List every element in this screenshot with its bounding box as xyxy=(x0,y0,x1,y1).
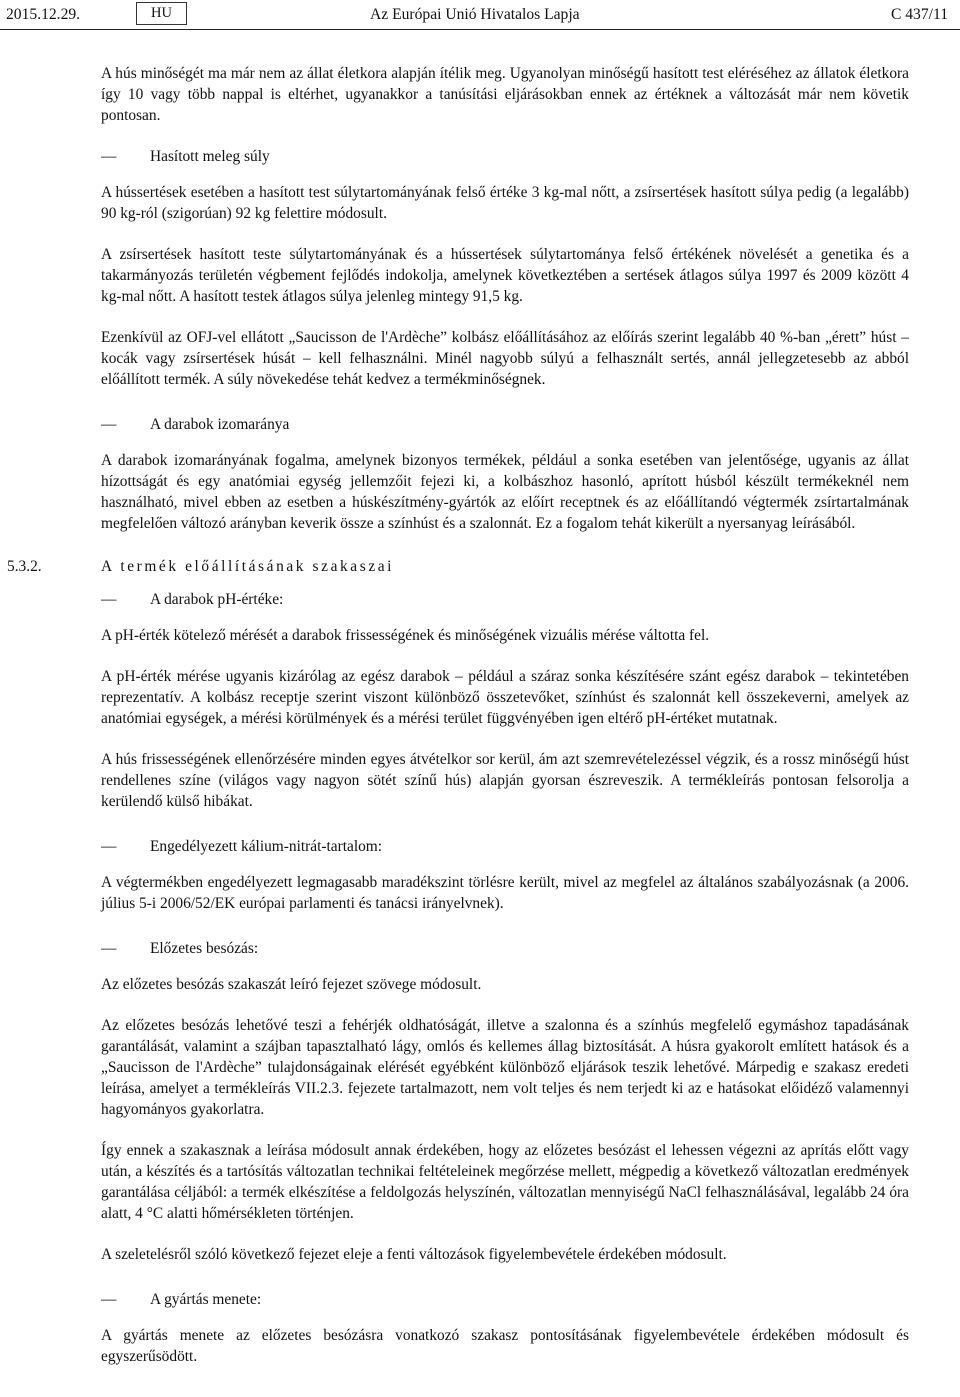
publication-date: 2015.12.29. xyxy=(6,6,81,23)
dash-mark: — xyxy=(101,148,117,165)
section-number: 5.3.2. xyxy=(7,558,42,575)
section-heading xyxy=(7,556,909,577)
page-header xyxy=(0,0,960,30)
paragraph: A hús minőségét ma már nem az állat életkora alapján ítélik meg. Ugyanolyan minőségű hasított test eléréséhez az állatok életkora így 10 vagy több nappal is eltérhet, ugyanakkor a tanúsítási eljárásokban ennek az értéknek a változását már nem követik pontosan. xyxy=(101,65,909,124)
paragraph: A zsírsertések hasított teste súlytartományának és a hússertések súlytartománya felső értékének növelését a genetika és a takarmányozás területén végbement fejlődés indokolja, amelynek következtében a sertések átlagos súlya 1997 és 2009 között 4 kg-mal nőtt. A hasított testek átlagos súlya jelenleg mintegy 91,5 kg. xyxy=(101,246,909,305)
language-badge: HU xyxy=(136,2,187,25)
document-body xyxy=(7,63,909,1367)
dash-mark: — xyxy=(101,838,117,855)
page-number: C 437/11 xyxy=(890,6,948,23)
dash-heading xyxy=(101,938,909,959)
paragraph: Az előzetes besózás szakaszát leíró fejezet szövege módosult. xyxy=(101,976,482,993)
paragraph: Ezenkívül az OFJ-vel ellátott „Saucisson de l'Ardèche” kolbász előállításához az előírás szerint legalább 40 %-ban „érett” húst – kocák vagy zsírsertések húsát – kell felhasználni. Minél nagyobb súlyú a felhasznált sertés, annál jellegzetesebb az abból előállított termék. A súly növekedése tehát kedvez a termékminőségnek. xyxy=(101,329,909,388)
dash-heading xyxy=(101,146,909,167)
heading-text: A gyártás menete: xyxy=(150,1291,262,1308)
header-divider xyxy=(0,29,960,30)
heading-text: A darabok pH-értéke: xyxy=(150,591,284,608)
heading-text: A darabok izomaránya xyxy=(150,416,290,433)
paragraph: A darabok izomarányának fogalma, amelynek bizonyos termékek, például a sonka esetében van jelentősége, ugyanis az állat hízottságát és egy anatómiai egység jellemzőit fejezi ki, a kolbászhoz hasonló, aprított húsból készült termékeknél nem használható, mivel ebben az esetben a húskészítmény-gyártók az előírt receptnek és az előállítandó végtermék zsírtartalmának megfelelően változó arányban keverik össze a színhúst és a szalonnát. Ez a fogalom tehát kikerült a nyersanyag leírásából. xyxy=(101,452,909,532)
dash-mark: — xyxy=(101,416,117,433)
dash-mark: — xyxy=(101,940,117,957)
paragraph: A hús frissességének ellenőrzésére minden egyes átvételkor sor kerül, ám azt szemrevételezéssel végzik, és a rossz minőségű húst rendellenes színe (világos vagy nagyon sötét színű hús) alapján gyorsan észreveszik. A termékleírás pontosan felsorolja a kerülendő külső hibákat. xyxy=(101,751,909,810)
section-title: A termék előállításának szakaszai xyxy=(101,558,395,575)
paragraph: A hússertések esetében a hasított test súlytartományának felső értéke 3 kg-mal nőtt, a zsírsertések hasított súlya pedig (a legalább) 90 kg-ról (szigorúan) 92 kg felettire módosult. xyxy=(101,184,909,222)
heading-text: Előzetes besózás: xyxy=(150,940,259,957)
dash-mark: — xyxy=(101,1291,117,1308)
heading-text: Hasított meleg súly xyxy=(150,148,270,165)
dash-heading xyxy=(101,1289,909,1310)
paragraph: A pH-érték kötelező mérését a darabok frissességének és minőségének vizuális mérése váltotta fel. xyxy=(101,627,710,644)
paragraph: A pH-érték mérése ugyanis kizárólag az egész darabok – például a száraz sonka készítésére szánt egész darabok – tekintetében reprezentatív. A kolbász receptje szerint viszont különböző összetevőket, színhúst és szalonnát kell összekeverni, amelyek az anatómiai egységek, a mérési körülmények és a mérési terület függvényében igen eltérő pH-értéket mutatnak. xyxy=(101,668,909,727)
heading-text: Engedélyezett kálium-nitrát-tartalom: xyxy=(150,838,383,855)
paragraph: A gyártás menete az előzetes besózásra vonatkozó szakasz pontosításának figyelembevétele érdekében módosult és egyszerűsödött. xyxy=(101,1327,909,1365)
paragraph: Az előzetes besózás lehetővé teszi a fehérjék oldhatóságát, illetve a szalonna és a színhús megfelelő egymáshoz tapadásának garantálását, valamint a szájban tapasztalható lágy, omlós és kellemes állag biztosítását. A húsra gyakorolt említett hatások és a „Saucisson de l'Ardèche” tulajdonságainak elérését egyébként különböző eljárások teszik lehetővé. Márpedig e szakasz eredeti leírása, amelyet a termékleírás VII.2.3. fejezete tartalmazott, nem volt teljes és nem terjedt ki az e hatásokat előidéző valamennyi hagyományos gyakorlatra. xyxy=(101,1017,909,1118)
dash-heading xyxy=(101,589,909,610)
paragraph: A szeletelésről szóló következő fejezet eleje a fenti változások figyelembevétele érdekében módosult. xyxy=(101,1246,727,1263)
dash-heading xyxy=(101,836,909,857)
paragraph: A végtermékben engedélyezett legmagasabb maradékszint törlésre került, mivel az megfelel az általános szabályozásnak (a 2006. július 5-i 2006/52/EK európai parlamenti és tanácsi irányelvnek). xyxy=(101,874,909,912)
dash-mark: — xyxy=(101,591,117,608)
journal-title: Az Európai Unió Hivatalos Lapja xyxy=(370,6,580,23)
paragraph: Így ennek a szakasznak a leírása módosult annak érdekében, hogy az előzetes besózást el lehessen végezni az aprítás előtt vagy után, a készítés és a tartósítás változatlan technikai feltételeinek megőrzése mellett, mégpedig a következő változatlan eredmények garantálása céljából: a termék elkészítése a feldolgozás helyszínén, változatlan mennyiségű NaCl felhasználásával, legalább 24 óra alatt, 4 °C alatti hőmérsékleten történjen. xyxy=(101,1142,909,1222)
dash-heading xyxy=(101,414,909,435)
